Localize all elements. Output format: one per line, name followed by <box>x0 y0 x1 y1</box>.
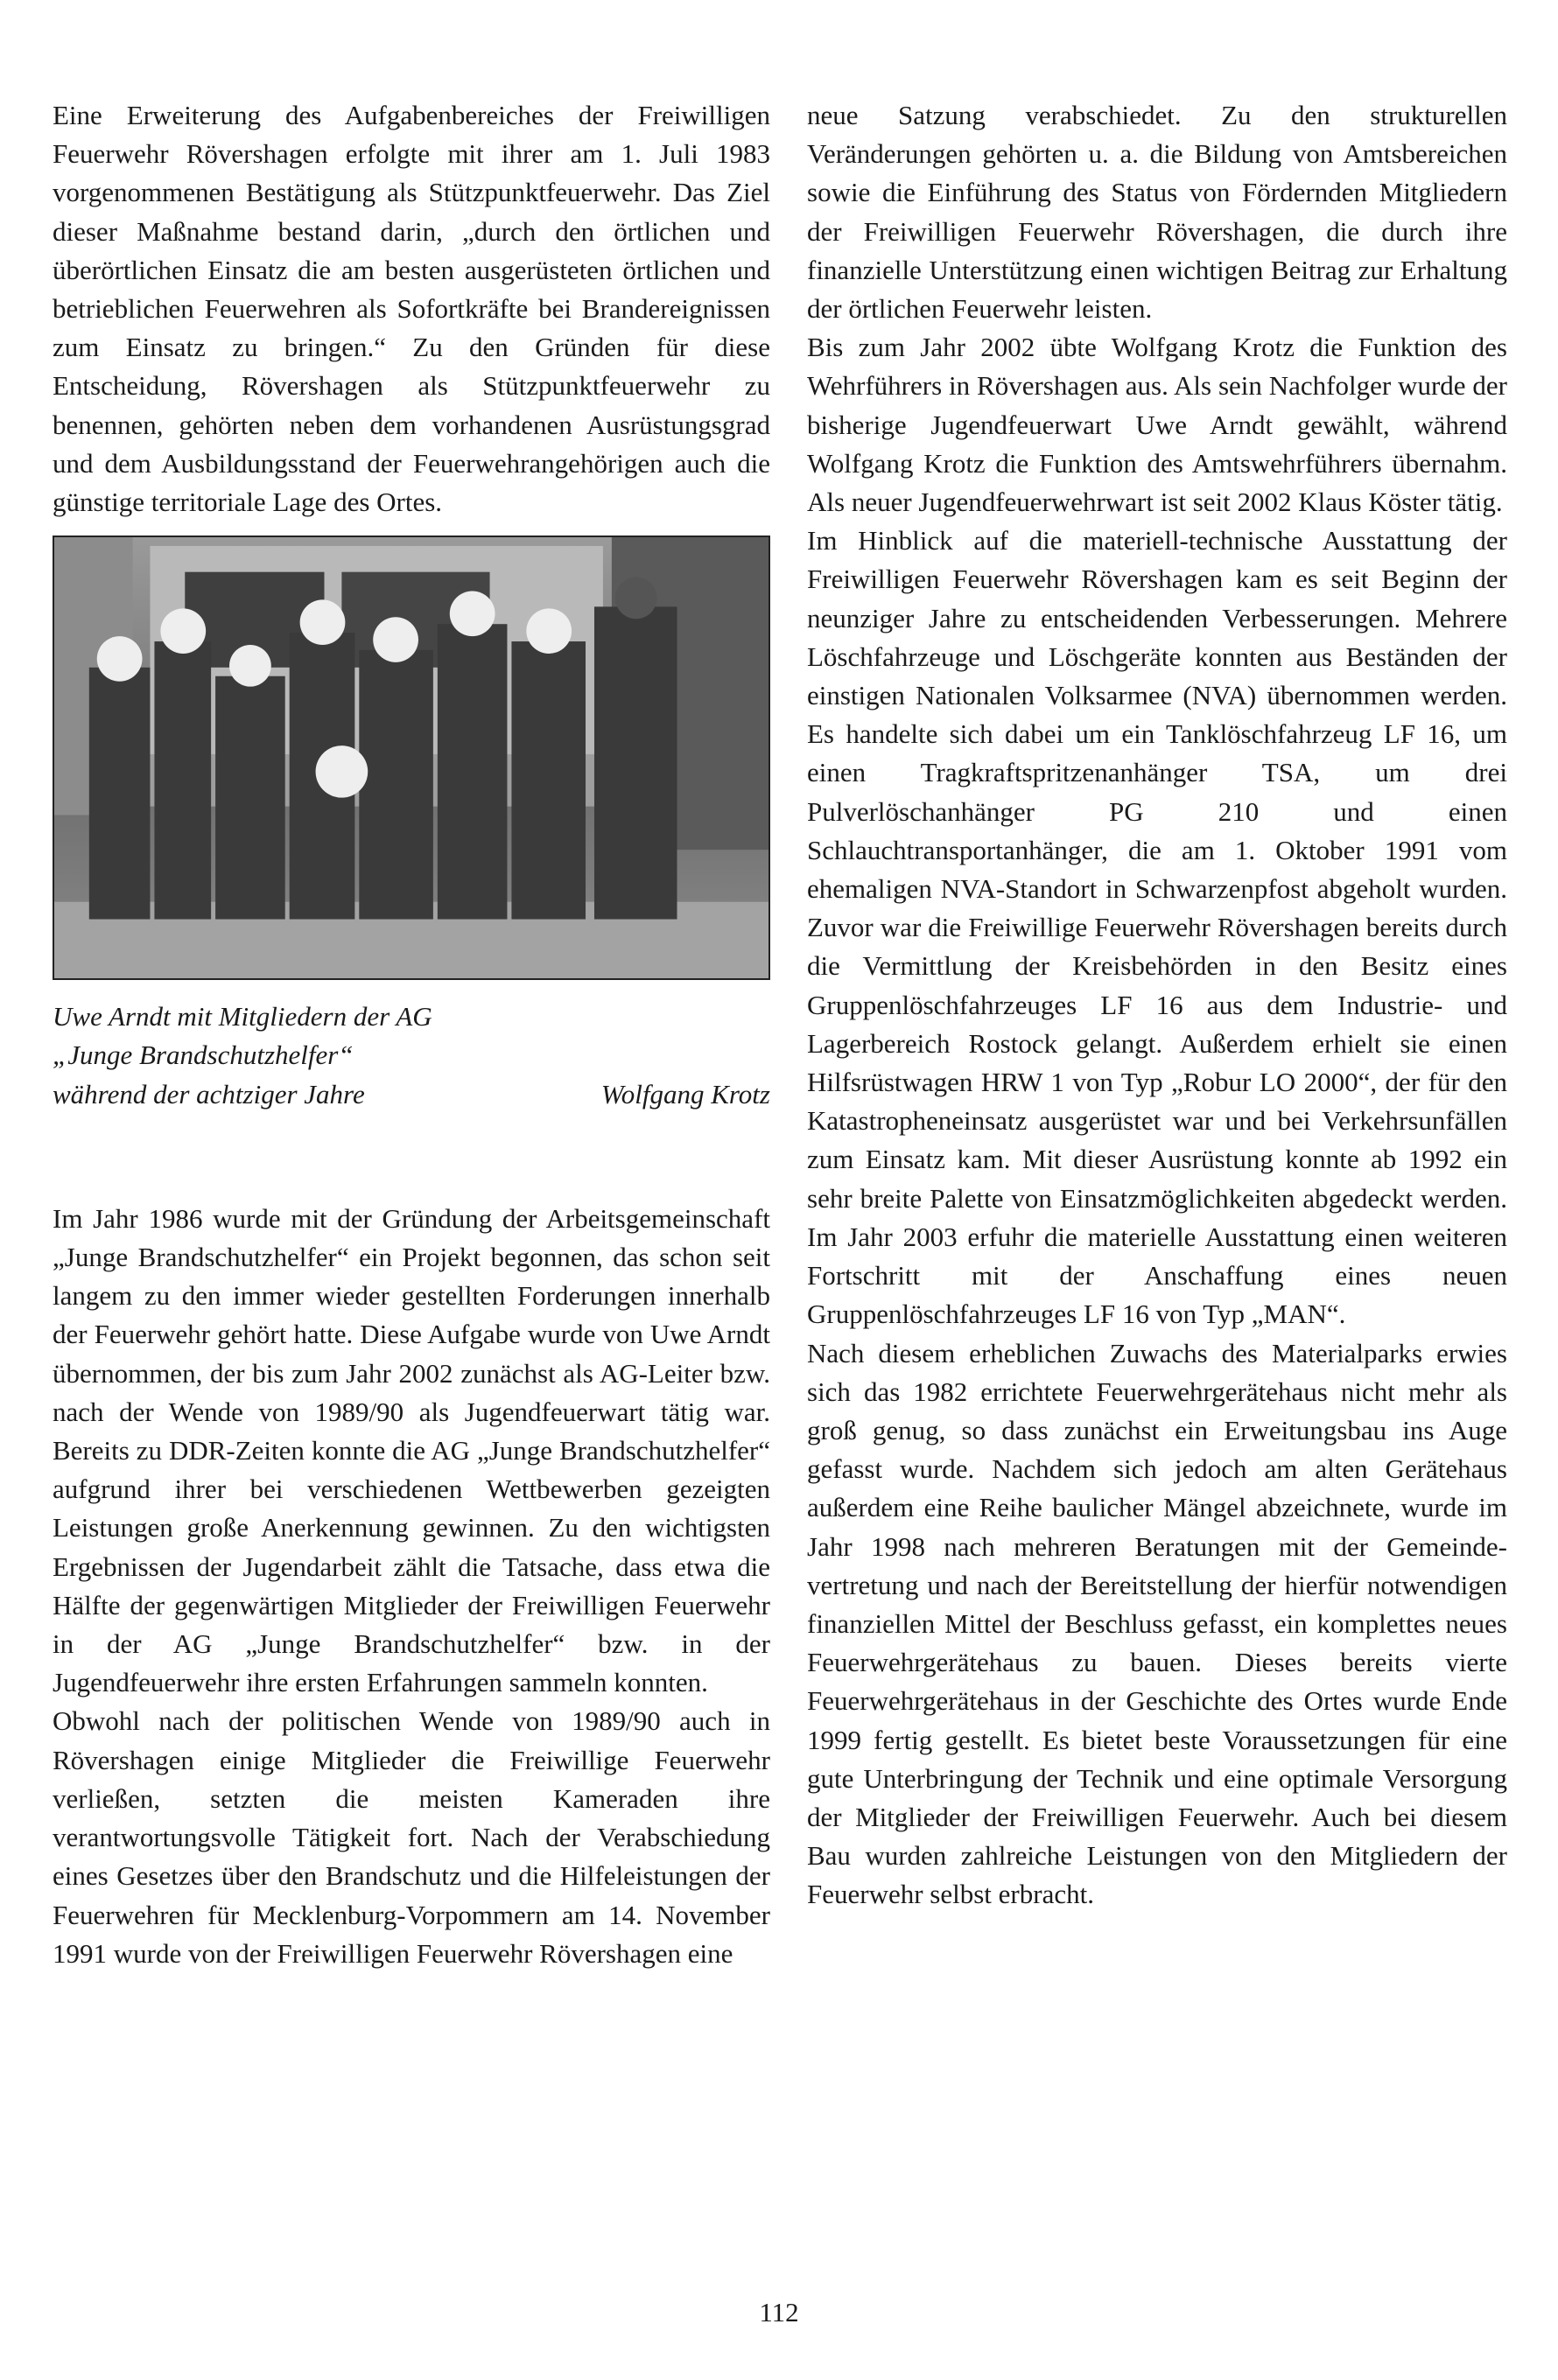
page-number: 112 <box>759 2297 799 2328</box>
paragraph-arbeitsgemeinschaft: Im Jahr 1986 wurde mit der Gründung der Arbeitsgemeinschaft „Junge Brandschutzhelfer“ ein Projekt begonnen, das schon seit langem zu den immer wieder gestellten Forderungen innerhalb der Feuerwehr gehört hatte. Diese Aufgabe wurde von Uwe Arndt übernommen, der bis zum Jahr 2002 zunächst als AG-Leiter bzw. nach der Wende von 1989/90 als Jugendfeuerwart tätig war. Bereits zu DDR-Zeiten konnte die AG „Junge Brandschutzhelfer“ aufgrund ihrer bei verschiedenen Wettbewerben gezeigten Leistungen große Anerkennung gewinnen. Zu den wichtigsten Ergebnissen der Jugendarbeit zählt die Tatsache, dass etwa die Hälfte der gegenwärtigen Mitglieder der Freiwilligen Feuerwehr in der AG „Junge Brandschutzhelfer“ bzw. in der Jugendfeuerwehr ihre ersten Erfahrungen sammeln konnten. <box>53 1202 770 1698</box>
paragraph-geraetehaus: Nach diesem erheblichen Zuwachs des Materialparks erwies sich das 1982 errichtete Feuerwehrgerätehaus nicht mehr als groß genug, so dass zunächst ein Erweitungsbau ins Auge gefasst wurde. Nachdem sich jedoch am alten Gerätehaus außerdem eine Reihe baulicher Mängel abzeichnete, wurde im Jahr 1998 nach mehreren Beratungen mit der Gemeindevertretung und nach der Bereitstellung der hierfür notwendigen finanziellen Mittel der Beschluss gefasst, ein komplettes neues Feuerwehrgerätehaus zu bauen. Dieses bereits vierte Feuerwehrgerätehaus in der Geschichte des Ortes wurde Ende 1999 fertig gestellt. Es bietet beste Voraussetzungen für eine gute Unterbringung der Technik und eine optimale Versorgung der Mitglieder der Freiwilligen Feuerwehr. Auch bei diesem Bau wurden zahlreiche Leistungen von den Mitgliedern der Feuerwehr selbst erbracht. <box>807 1337 1507 1910</box>
right-column <box>807 96 1507 1914</box>
left-column <box>53 96 770 1973</box>
paragraph-satzung: neue Satzung verabschiedet. Zu den strukturellen Veränderungen gehörten u. a. die Bildung von Amtsbereichen sowie die Einführung des Status von Fördernden Mitgliedern der Freiwilligen Feuerwehr Rövershagen, die durch ihre finanzielle Unterstützung einen wichtigen Beitrag zur Erhaltung der örtlichen Feuerwehr leisten. <box>807 100 1507 325</box>
paragraph-ausstattung: Im Hinblick auf die materiell-technische Ausstattung der Freiwilligen Feuerwehr Rövershagen kam es seit Beginn der neunziger Jahre zu entscheidenden Verbesserungen. Mehrere Löschfahrzeuge und Löschgeräte konnten aus Beständen der einstigen Nationalen Volksarmee (NVA) übernommen werden. Es handelte sich dabei um ein Tanklöschfahrzeug LF 16, um einen Tragkraftspritzenanhänger TSA, um drei Pulverlöschanhänger PG 210 und einen Schlauchtransportanhänger, die am 1. Oktober 1991 vom ehemaligen NVA-Standort in Schwarzenpfost abgeholt wurden. Zuvor war die Freiwillige Feuerwehr Rövershagen bereits durch die Vermittlung der Kreisbehörden in den Besitz eines Gruppenlöschfahrzeuges LF 16 aus dem Industrie- und Lagerbereich Rostock gelangt. Außerdem erhielt sie einen Hilfsrüstwagen HRW 1 von Typ „Robur LO 2000“, der für den Katastropheneinsatz ausgerüstet war und bei Verkehrsunfällen zum Einsatz kam. Mit dieser Ausrüstung konnte ab 1992 ein sehr breite Palette von Einsatzmöglichkeiten abgedeckt werden. Im Jahr 2003 erfuhr die materielle Ausstattung einen weiteren Fortschritt mit der Anschaffung eines neuen Gruppenlöschfahrzeuges LF 16 von Typ „MAN“. <box>807 525 1507 1330</box>
caption-line-1: Uwe Arndt mit Mitgliedern der AG <box>53 1001 432 1032</box>
caption-line-2: „Junge Brandschutzhelfer“ <box>53 1040 354 1071</box>
paragraph-stuetzpunktfeuerwehr: Eine Erweiterung des Aufgabenbereiches der Freiwilligen Feuerwehr Rövershagen erfolgte mit ihrer am 1. Juli 1983 vorgenommenen Bestätigung als Stützpunktfeuerwehr. Das Ziel dieser Maßnahme bestand darin, „durch den örtlichen und überörtlichen Einsatz die am besten ausgerüsteten örtlichen und betrieblichen Feuerwehren als Sofortkräfte bei Brandereignissen zum Einsatz zu bringen.“ Zu den Gründen für diese Entscheidung, Rövershagen als Stützpunktfeuerwehr zu benennen, gehörten neben dem vorhandenen Ausrüstungsgrad und dem Ausbildungsstand der Feuerwehrangehörigen auch die günstige territoriale Lage des Ortes. <box>53 100 770 518</box>
photo-caption <box>53 998 770 1114</box>
group-photo <box>53 536 770 980</box>
paragraph-wehrfuehrer: Bis zum Jahr 2002 übte Wolfgang Krotz die Funktion des Wehrführers in Rövershagen aus. Als sein Nachfolger wurde der bisherige Jugendfeuerwart Uwe Arndt gewählt, während Wolfgang Krotz die Funktion des Amtswehrführers übernahm. Als neuer Jugendfeuerwehrwart ist seit 2002 Klaus Köster tätig. <box>807 332 1507 518</box>
caption-line-3: während der achtziger Jahre <box>53 1078 365 1110</box>
photo-credit: Wolfgang Krotz <box>600 1078 770 1110</box>
photo-illustration <box>54 537 768 978</box>
paragraph-politische-wende: Obwohl nach der politischen Wende von 1989/90 auch in Rövershagen einige Mitglieder die Freiwillige Feuerwehr verließen, setzten die meisten Kameraden ihre verantwortungsvolle Tätigkeit fort. Nach der Verabschiedung eines Gesetzes über den Brandschutz und die Hilfeleistungen der Feuerwehren für Mecklenburg-Vorpommern am 14. November 1991 wurde von der Freiwilligen Feuerwehr Rövershagen eine <box>53 1705 770 1969</box>
